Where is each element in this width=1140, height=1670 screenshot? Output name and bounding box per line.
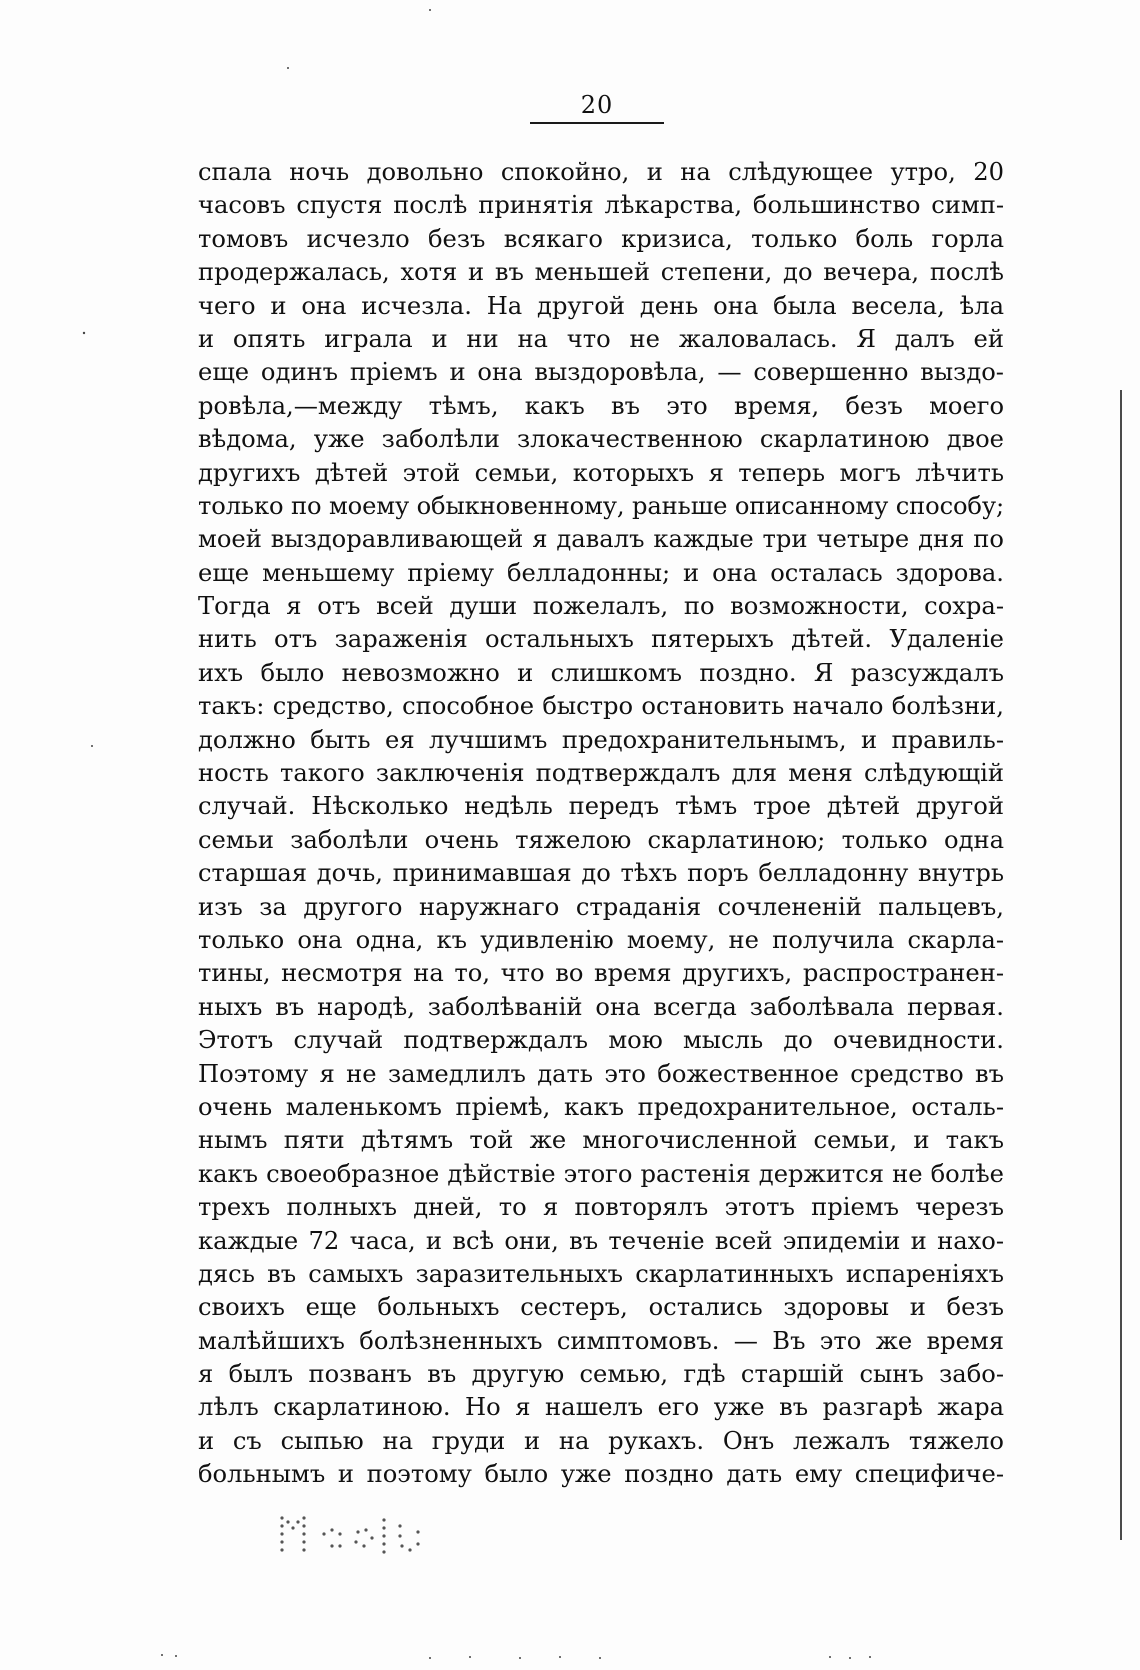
- text-line: Тогда я отъ всей души пожелалъ, по возможности, сохра-: [198, 592, 1004, 621]
- text-line: еще одинъ пріемъ и она выздоровѣла, — совершенно выздо-: [198, 358, 1004, 387]
- text-line: больнымъ и поэтому было уже поздно дать ему специфиче-: [198, 1460, 1004, 1489]
- text-line: продержалась, хотя и въ меньшей степени, до вечера, послѣ: [198, 258, 1004, 287]
- text-line: каждые 72 часа, и всѣ они, въ теченіе всей эпидеміи и нахо-: [198, 1226, 1004, 1255]
- text-line: ихъ было невозможно и слишкомъ поздно. Я разсуждалъ: [198, 658, 1004, 687]
- text-line: старшая дочь, принимавшая до тѣхъ поръ белладонну внутрь: [198, 859, 1004, 888]
- page-number-rule: [530, 122, 664, 124]
- perforated-stamp: [276, 1510, 436, 1566]
- text-line: очень маленькомъ пріемѣ, какъ предохранительное, осталь-: [198, 1092, 1004, 1121]
- text-line: моей выздоравливающей я давалъ каждые три четыре дня по: [198, 525, 1004, 554]
- page-edge-shadow: [1120, 390, 1122, 1540]
- text-line: томовъ исчезло безъ всякаго кризиса, только боль горла: [198, 224, 1004, 253]
- text-line: тины, несмотря на то, что во время другихъ, распространен-: [198, 959, 1004, 988]
- text-line: нымъ пяти дѣтямъ той же многочисленной семьи, и такъ: [198, 1126, 1004, 1155]
- text-line: дясь въ самыхъ заразительныхъ скарлатинныхъ испареніяхъ: [198, 1259, 1004, 1288]
- text-line: трехъ полныхъ дней, то я повторялъ этотъ пріемъ черезъ: [198, 1193, 1004, 1222]
- text-line: ныхъ въ народѣ, заболѣваній она всегда заболѣвала первая.: [198, 992, 1004, 1021]
- text-line: Поэтому я не замедлилъ дать это божественное средство въ: [198, 1059, 1004, 1088]
- text-line: ровѣла,—между тѣмъ, какъ въ это время, безъ моего: [198, 391, 1004, 420]
- text-line: малѣйшихъ болѣзненныхъ симптомовъ. — Въ это же время: [198, 1326, 1004, 1355]
- text-line: вѣдома, уже заболѣли злокачественною скарлатиною двое: [198, 425, 1004, 454]
- text-line: случай. Нѣсколько недѣль передъ тѣмъ трое дѣтей другой: [198, 792, 1004, 821]
- text-line: какъ своеобразное дѣйствіе этого растенія держится не болѣе: [198, 1159, 1004, 1188]
- text-line: такъ: средство, способное быстро остановить начало болѣзни,: [198, 692, 1004, 721]
- text-line: только по моему обыкновенному, раньше описанному способу;: [198, 491, 1004, 520]
- text-line: часовъ спустя послѣ принятія лѣкарства, большинство симп-: [198, 191, 1004, 220]
- text-line: лѣлъ скарлатиною. Но я нашелъ его уже въ разгарѣ жара: [198, 1393, 1004, 1422]
- text-line: спала ночь довольно спокойно, и на слѣдующее утро, 20: [198, 158, 1004, 186]
- text-line: и опять играла и ни на что не жаловалась. Я далъ ей: [198, 324, 1004, 353]
- text-line: и съ сыпью на груди и на рукахъ. Онъ лежалъ тяжело: [198, 1426, 1004, 1455]
- text-line: изъ за другого наружнаго страданія сочлененій пальцевъ,: [198, 892, 1004, 921]
- text-line: чего и она исчезла. На другой день она была весела, ѣла: [198, 291, 1004, 320]
- text-line: ность такого заключенія подтверждалъ для меня слѣдующій: [198, 759, 1004, 788]
- text-line: нить отъ зараженія остальныхъ пятерыхъ дѣтей. Удаленіе: [198, 625, 1004, 654]
- text-line: другихъ дѣтей этой семьи, которыхъ я теперь могъ лѣчить: [198, 458, 1004, 487]
- text-line: только она одна, къ удивленію моему, не получила скарла-: [198, 925, 1004, 954]
- page-number: 20: [580, 91, 614, 119]
- text-line: семьи заболѣли очень тяжелою скарлатиною; только одна: [198, 825, 1004, 854]
- text-line: Этотъ случай подтверждалъ мою мысль до очевидности.: [198, 1026, 1004, 1055]
- text-line: я былъ позванъ въ другую семью, гдѣ старшій сынъ забо-: [198, 1360, 1004, 1389]
- text-line: своихъ еще больныхъ сестеръ, остались здоровы и безъ: [198, 1293, 1004, 1322]
- body-text: [198, 156, 1004, 1492]
- text-line: еще меньшему пріему белладонны; и она осталась здорова.: [198, 558, 1004, 587]
- text-line: должно быть ея лучшимъ предохранительнымъ, и правиль-: [198, 725, 1004, 754]
